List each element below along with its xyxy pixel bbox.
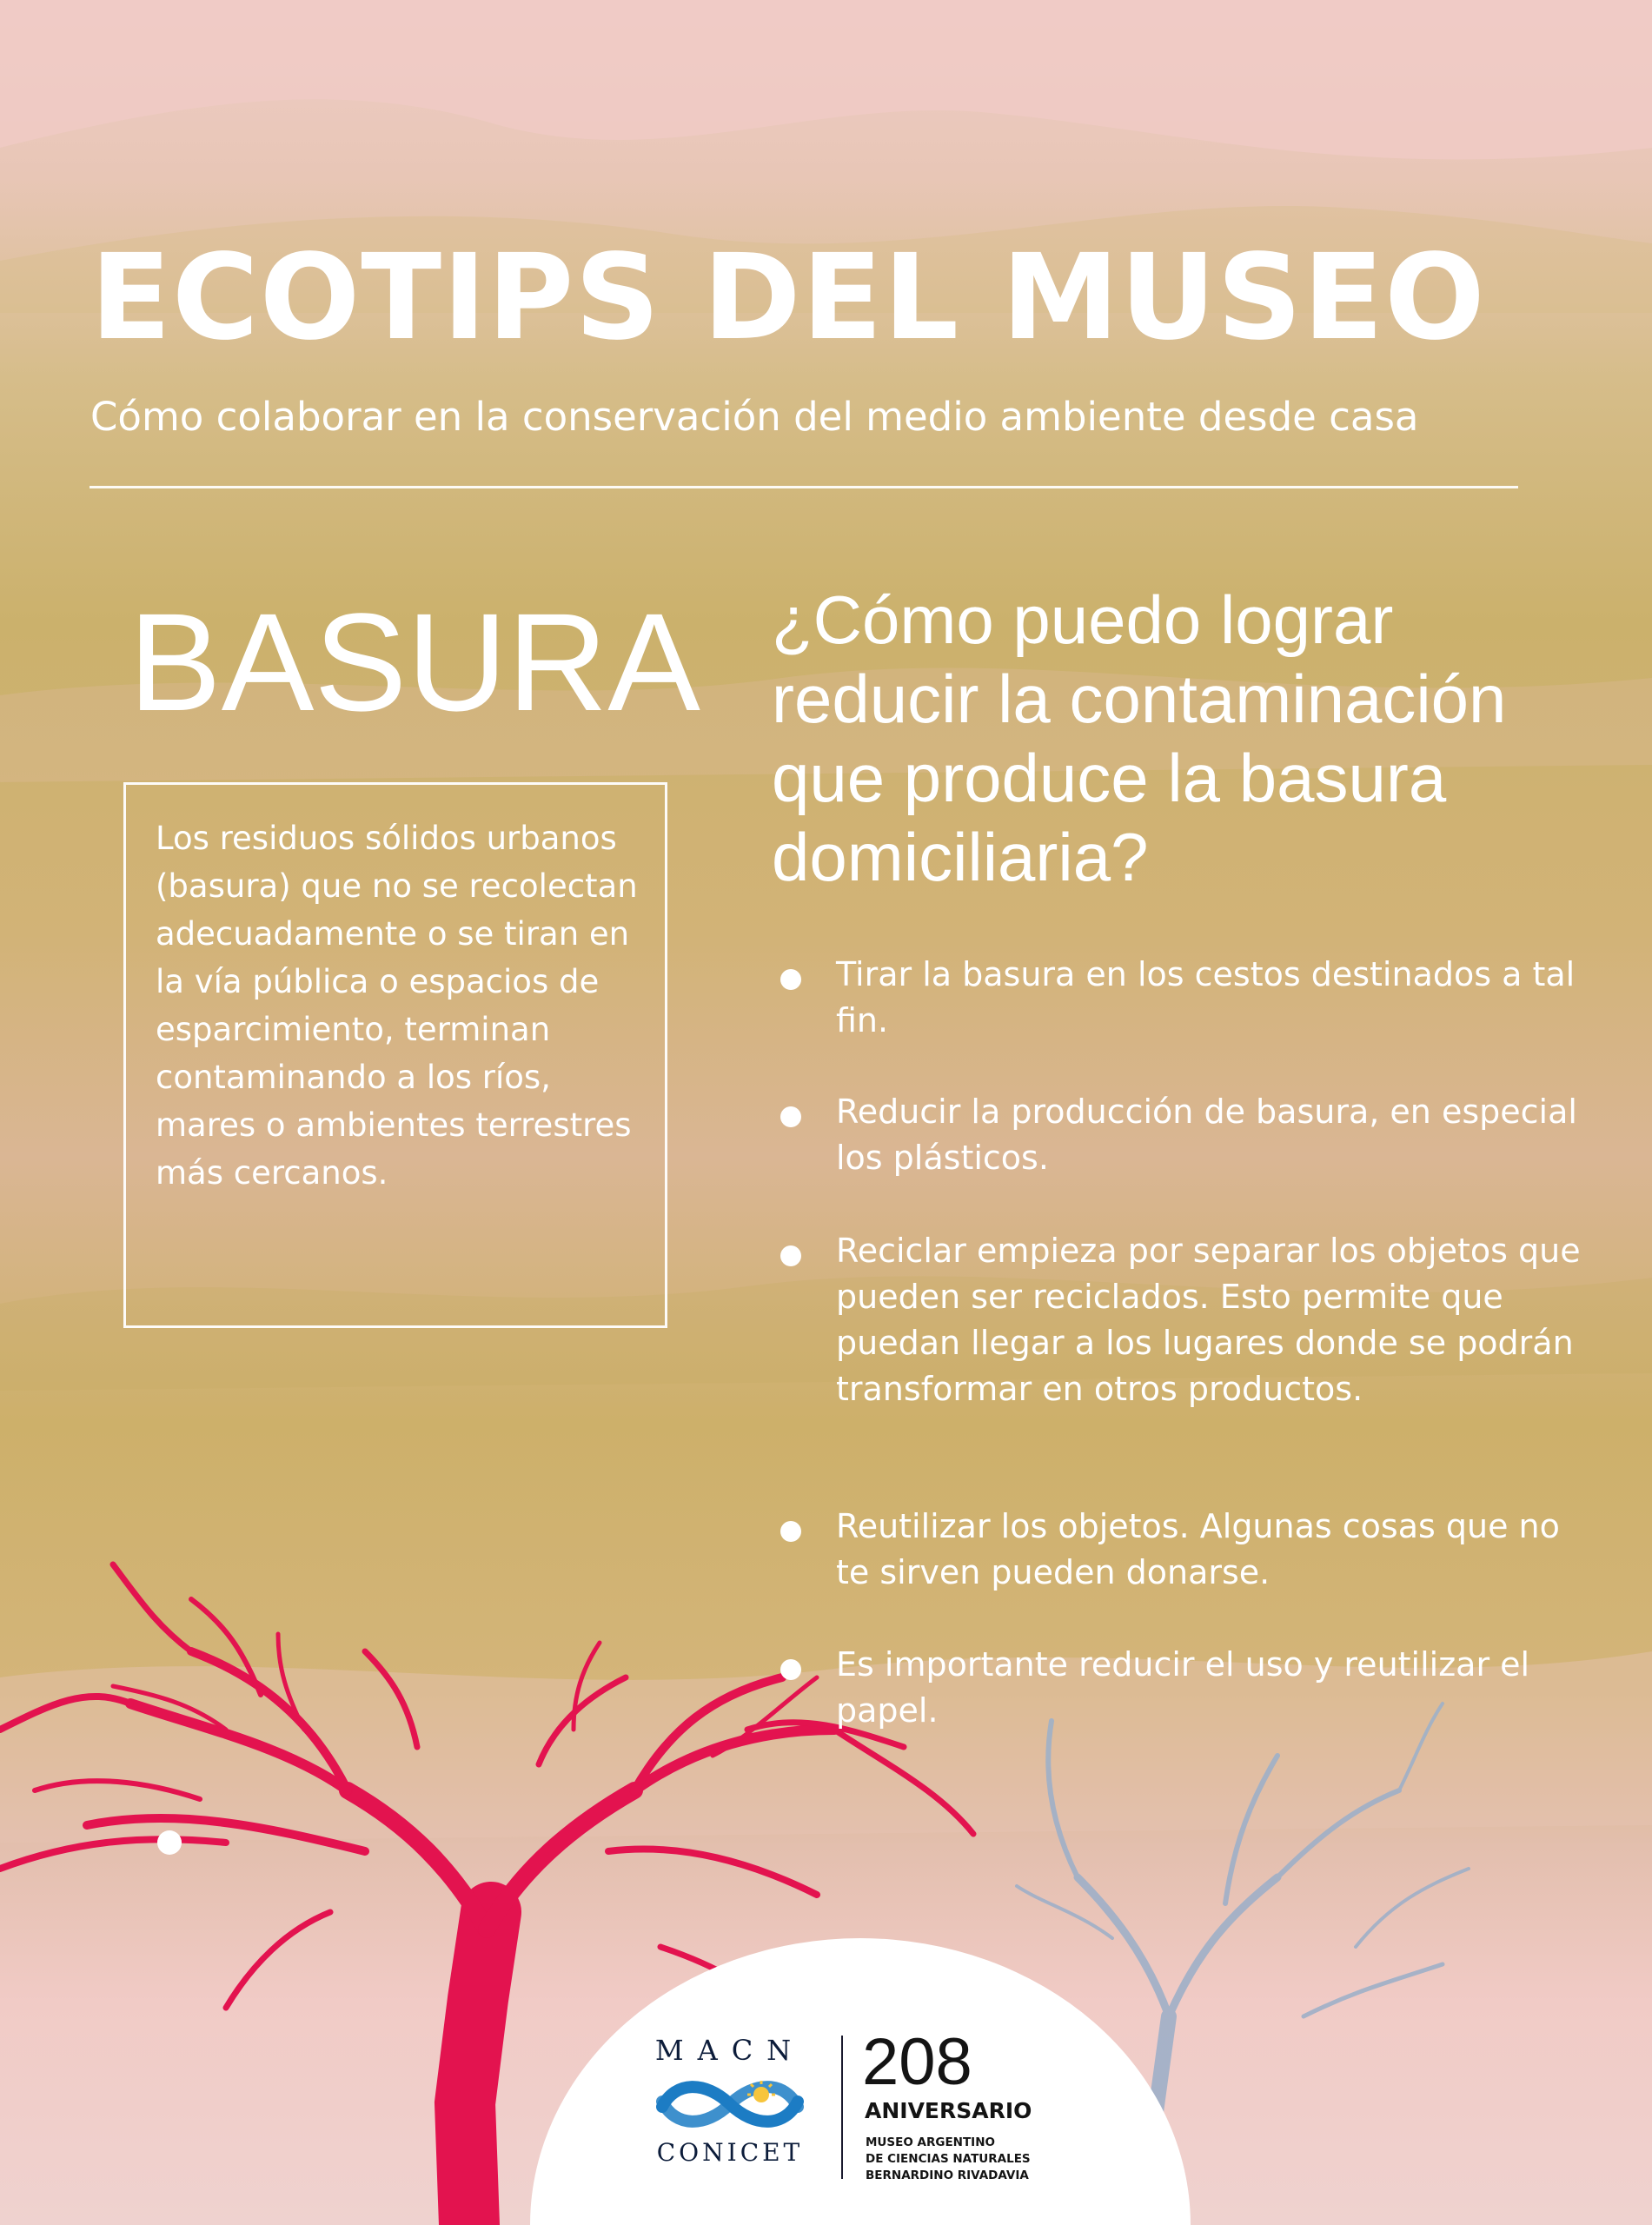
poster-subtitle: Cómo colaborar en la conservación del medio ambiente desde casa bbox=[90, 394, 1419, 440]
museum-name: MUSEO ARGENTINO DE CIENCIAS NATURALES BERNARDINO RIVADAVIA bbox=[866, 2135, 1031, 2182]
bullet-icon bbox=[780, 1106, 801, 1127]
macn-wordmark: MACN bbox=[654, 2034, 806, 2067]
tip-text: Reciclar empieza por separar los objetos que pueden ser reciclados. Esto permite que puedan llegar a los lugares donde se podrán transformar en otros productos. bbox=[836, 1232, 1581, 1408]
tip-text: Tirar la basura en los cestos destinados a tal fin. bbox=[836, 955, 1576, 1039]
section-title: BASURA bbox=[129, 584, 700, 740]
bullet-icon bbox=[780, 969, 801, 990]
anniversary-number: 208 bbox=[862, 2025, 972, 2099]
info-box bbox=[123, 782, 667, 1328]
logo-separator bbox=[841, 2036, 843, 2179]
tip-text: Reducir la producción de basura, en especial los plásticos. bbox=[836, 1093, 1577, 1177]
bullet-icon bbox=[780, 1659, 801, 1680]
poster-title: ECOTIPS DEL MUSEO bbox=[90, 229, 1486, 367]
museum-logo bbox=[643, 2025, 1095, 2208]
macn-infinity-logo-icon bbox=[654, 2072, 806, 2136]
info-text: Los residuos sólidos urbanos (basura) que no se recolectan adecuadamente o se tiran en la vía pública o espacios de esparcimiento, terminan contaminando a los ríos, mares o ambientes terrestres más cercanos. bbox=[156, 820, 638, 1192]
bullet-icon bbox=[780, 1521, 801, 1542]
conicet-wordmark: CONICET bbox=[656, 2138, 804, 2167]
bullet-icon bbox=[780, 1245, 801, 1266]
anniversary-word: ANIVERSARIO bbox=[865, 2098, 1032, 2123]
tip-text: Reutilizar los objetos. Algunas cosas que no te sirven pueden donarse. bbox=[836, 1507, 1560, 1591]
header-divider bbox=[90, 486, 1518, 488]
question-heading: ¿Cómo puedo lograr reducir la contaminación que produce la basura domiciliaria? bbox=[772, 581, 1507, 895]
tip-text: Es importante reducir el uso y reutilizar el papel. bbox=[836, 1645, 1530, 1730]
